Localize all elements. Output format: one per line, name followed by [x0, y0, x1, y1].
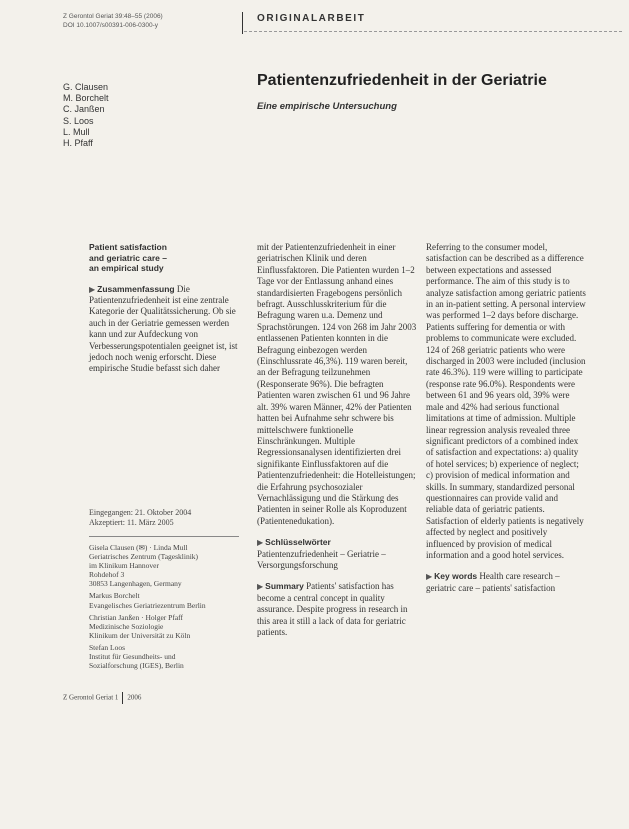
zusammenfassung-text-part-2: mit der Patientenzufriedenheit in einer geriatrischen Klinik und deren Einflussfaktoren. Die Patienten wurden 1–2 Tage vor der Entlassung anhand eines standardisierten Fragebogens persönlich befragt. Ausschlusskriterium für die Befragung waren u.a. Demenz und Sprachstörungen. 124 von 268 im Jahr 2003 entlassenen Patienten konnten in die Befragung einbezogen werden (Einschlussrate 46,3%). 119 waren bereit, an der Befragung teilzunehmen (Responserate 96%). Die befragten Patienten waren zwischen 61 und 96 Jahre alt. 39% waren Männer, 42% der Patienten hatten bei Aufnahme sehr schwere bis mittelschwere funktionelle Einschränkungen. Multiple Regressionsanalysen identifizierten drei signifikante Einflussfaktoren auf die Patientenzufriedenheit: die Hotelleistungen; die Erfahrung psychosozialer Vernachlässigung und die Stärkung des Patienten in seiner Rolle als Koproduzent (Patientenedukation).	[257, 242, 417, 526]
english-title-line: an empirical study	[89, 263, 164, 273]
journal-citation: Z Gerontol Geriat 39:48–55 (2006)	[63, 13, 163, 20]
author-list	[63, 82, 109, 149]
page-footer	[63, 692, 141, 704]
footer-divider	[122, 692, 123, 704]
triangle-bullet-icon: ▶	[426, 572, 433, 582]
address-line: Klinikum der Universität zu Köln	[89, 630, 191, 640]
key-words-text: Health care research – geriatric care – patients' satisfaction	[426, 571, 560, 593]
summary-paragraph	[257, 581, 417, 638]
address-line: Medizinische Soziologie	[89, 621, 164, 631]
summary-label: Summary	[265, 581, 304, 592]
address-line: Sozialforschung (IGES), Berlin	[89, 661, 184, 671]
footer-journal: Z Gerontol Geriat	[63, 693, 114, 702]
author: M. Borchelt	[63, 93, 109, 104]
header-dashed-rule	[244, 31, 622, 32]
summary-text-part-2: Referring to the consumer model, satisfaction can be described as a difference between expectations and assessed performance. The aim of this study is to analyze satisfaction among geriatric patients in an in-patient setting. A personal interview was performed 1–2 days before discharge. Patients suffering for dementia or with problems to communicate were excluded. 124 of 268 geriatric patients who were discharged in 2003 were included (inclusion rate 46.3%). 119 were willing to participate (response rate 96.0%). Respondents were between 61 and 96 years old, 39% were male and 42% had serious functional limitations at time of admission. Multiple linear regression analysis revealed three significant predictors of a combined index of satisfaction and expectations: a) quality of hotel services; b) experience of neglect; c) provision of medical information and skills. In summary, standardized personal questionnaires can provide valid and reliable data of geriatric patients. Satisfaction of elderly patients is negatively affected by neglect and positively influenced by provision of medical information and a good hotel services.	[426, 242, 586, 560]
spacer	[426, 561, 586, 571]
key-words-block	[426, 571, 586, 594]
address-block	[89, 613, 241, 640]
article-subtitle: Eine empirische Untersuchung	[257, 101, 397, 112]
spacer	[257, 527, 417, 537]
english-title-line: Patient satisfaction	[89, 242, 167, 252]
spacer	[257, 571, 417, 581]
address-line: Christian Janßen · Holger Pfaff	[89, 612, 184, 622]
received-date: Eingegangen: 21. Oktober 2004	[89, 508, 192, 517]
address-line: Stefan Loos	[89, 642, 126, 652]
received-dates	[89, 508, 239, 528]
address-line: im Klinikum Hannover	[89, 561, 159, 571]
triangle-bullet-icon: ▶	[257, 538, 264, 548]
spacer	[89, 274, 241, 284]
summary-text-part-1: Patients' satisfaction has become a central concept in quality assurance. Despite progress in research in this area it still a lack of data for geriatric patients.	[257, 581, 408, 637]
english-title-line: and geriatric care –	[89, 252, 167, 263]
address-line: 30853 Langenhagen, Germany	[89, 579, 182, 589]
doi: DOI 10.1007/s00391-006-0300-y	[63, 21, 159, 29]
triangle-bullet-icon: ▶	[257, 582, 264, 592]
address-line: Markus Borchelt	[89, 591, 140, 601]
column-1	[89, 242, 241, 375]
footer-issue: 1	[114, 693, 119, 702]
section-label: ORIGINALARBEIT	[257, 13, 366, 24]
author: H. Pfaff	[63, 138, 93, 149]
schluesselwoerter-text: Patientenzufriedenheit – Geriatrie – Versorgungsforschung	[257, 548, 386, 570]
author: L. Mull	[63, 126, 90, 137]
author: G. Clausen	[63, 82, 109, 92]
journal-reference	[63, 13, 243, 30]
address-block	[89, 643, 241, 670]
key-words-label: Key words	[434, 571, 478, 582]
triangle-bullet-icon: ▶	[89, 284, 96, 294]
correspondence-addresses	[89, 543, 241, 673]
address-line: Gisela Clausen (✉) · Linda Mull	[89, 543, 188, 552]
author: C. Janßen	[63, 104, 105, 115]
schluesselwoerter-block	[257, 537, 417, 571]
header-divider	[242, 12, 243, 34]
zusammenfassung-text-part-1: Die Patientenzufriedenheit ist eine zentrale Kategorie der Qualitätssicherung. Ob sie auch in der Geriatrie gemessen werden kann und zur Aufdeckung von Verbesserungspotentialen geeignet ist, ist jedoch noch wenig erforscht. Diese empirische Studie befasst sich daher	[89, 283, 238, 374]
column-3	[426, 242, 586, 594]
article-title: Patientenzufriedenheit in der Geriatrie	[257, 72, 547, 89]
zusammenfassung-label: Zusammenfassung	[97, 283, 175, 294]
address-line: Geriatrisches Zentrum (Tagesklinik)	[89, 552, 199, 562]
address-divider	[89, 536, 239, 537]
address-block	[89, 591, 241, 609]
column-2	[257, 242, 417, 638]
footer-year: 2006	[127, 693, 142, 702]
address-line: Institut für Gesundheits- und	[89, 652, 176, 662]
address-line: Rohdehof 3	[89, 570, 125, 580]
author: S. Loos	[63, 115, 94, 126]
zusammenfassung-paragraph	[89, 284, 241, 375]
schluesselwoerter-label: Schlüsselwörter	[265, 537, 331, 548]
address-line: Evangelisches Geriatriezentrum Berlin	[89, 600, 206, 610]
address-block	[89, 543, 241, 588]
english-title	[89, 242, 241, 274]
accepted-date: Akzeptiert: 11. März 2005	[89, 518, 174, 527]
